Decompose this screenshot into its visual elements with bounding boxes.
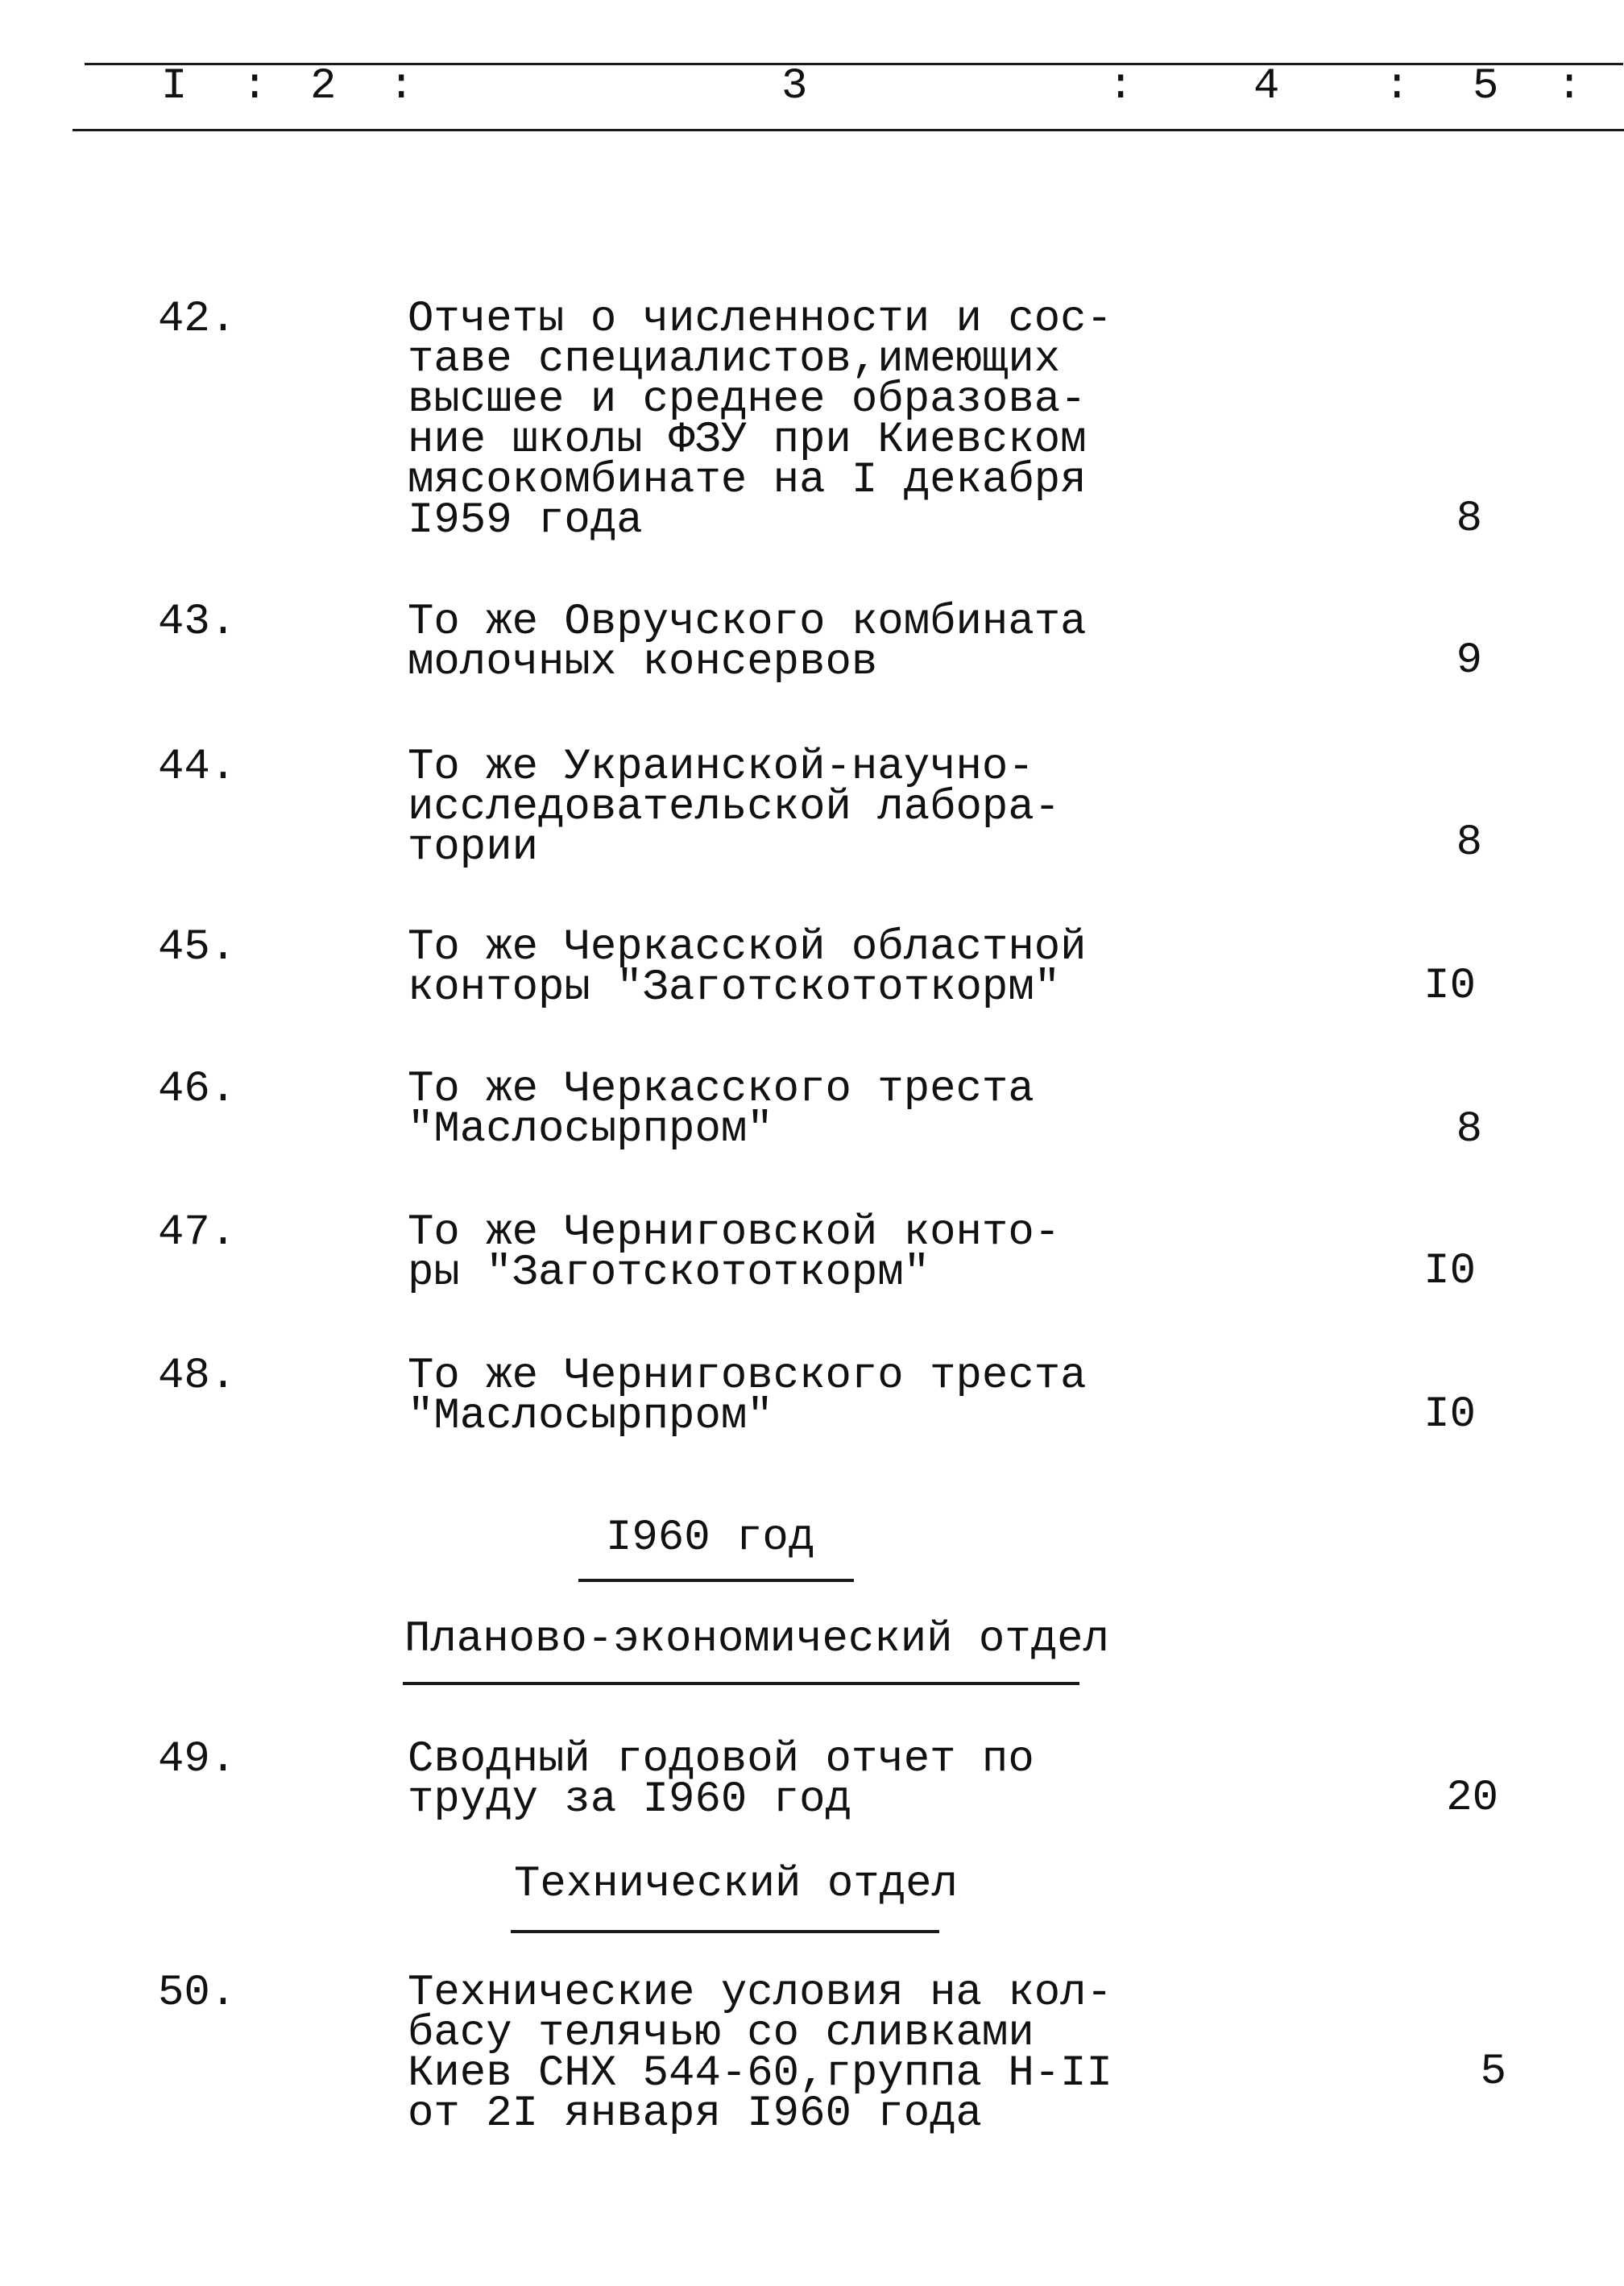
entry-43-sheets: 9 xyxy=(1456,636,1482,685)
entry-50-number: 50. xyxy=(158,1969,237,2018)
entry-44-sheets: 8 xyxy=(1456,818,1482,868)
header-col-2: 2 xyxy=(310,62,337,111)
section-technical-heading: Технический отдел xyxy=(514,1860,958,1909)
entry-43-number: 43. xyxy=(158,598,237,647)
entry-45-sheets: I0 xyxy=(1423,962,1476,1011)
entry-46-sheets: 8 xyxy=(1456,1105,1482,1154)
entry-48-sheets: I0 xyxy=(1423,1390,1476,1439)
header-sep-5: : xyxy=(1556,62,1583,111)
header-col-5: 5 xyxy=(1473,62,1499,111)
section-planning-heading: Планово-экономический отдел xyxy=(404,1615,1109,1664)
entry-47-number: 47. xyxy=(158,1208,237,1257)
entry-42-sheets: 8 xyxy=(1456,495,1482,544)
entry-44-title: То же Украинской-научно- исследовательской лабора- тории xyxy=(408,743,1061,872)
section-year-heading: I960 год xyxy=(606,1514,815,1563)
entry-47-title: То же Черниговской конто- ры "Заготскототкорм" xyxy=(408,1208,1061,1298)
section-year-underline xyxy=(578,1579,854,1582)
entry-49-sheets: 20 xyxy=(1446,1774,1498,1823)
entry-45-number: 45. xyxy=(158,923,237,972)
entry-48-title: То же Черниговского треста "Маслосырпром" xyxy=(408,1352,1087,1441)
entry-48-number: 48. xyxy=(158,1352,237,1401)
entry-42-title: Отчеты о численности и сос- таве специалистов,имеющих высшее и среднее образова- ние школы ФЗУ при Киевском мясокомбинате на I декабря I959 года xyxy=(408,295,1112,545)
entry-49-number: 49. xyxy=(158,1735,237,1784)
section-technical-underline xyxy=(511,1930,939,1933)
header-col-4: 4 xyxy=(1253,62,1280,111)
entry-50-sheets: 5 xyxy=(1480,2048,1506,2097)
header-bottom-rule xyxy=(72,129,1624,131)
entry-50-title: Технические условия на кол- басу телячью со сливками Киев СНХ 544-60,группа Н-II от 2I января I960 года xyxy=(408,1969,1112,2139)
header-sep-3: : xyxy=(1108,62,1134,111)
header-col-3: 3 xyxy=(781,62,808,111)
entry-42-number: 42. xyxy=(158,295,237,344)
entry-45-title: То же Черкасской областной конторы "Заготскототкорм" xyxy=(408,923,1087,1013)
entry-44-number: 44. xyxy=(158,743,237,792)
entry-43-title: То же Овручского комбината молочных консервов xyxy=(408,598,1087,687)
header-sep-2: : xyxy=(388,62,415,111)
entry-47-sheets: I0 xyxy=(1423,1247,1476,1296)
header-sep-4: : xyxy=(1384,62,1411,111)
entry-49-title: Сводный годовой отчет по труду за I960 год xyxy=(408,1735,1034,1824)
section-planning-underline xyxy=(403,1682,1079,1685)
header-sep-1: : xyxy=(242,62,268,111)
entry-46-title: То же Черкасского треста "Маслосырпром" xyxy=(408,1065,1034,1154)
header-col-1: I xyxy=(161,62,188,111)
entry-46-number: 46. xyxy=(158,1065,237,1114)
